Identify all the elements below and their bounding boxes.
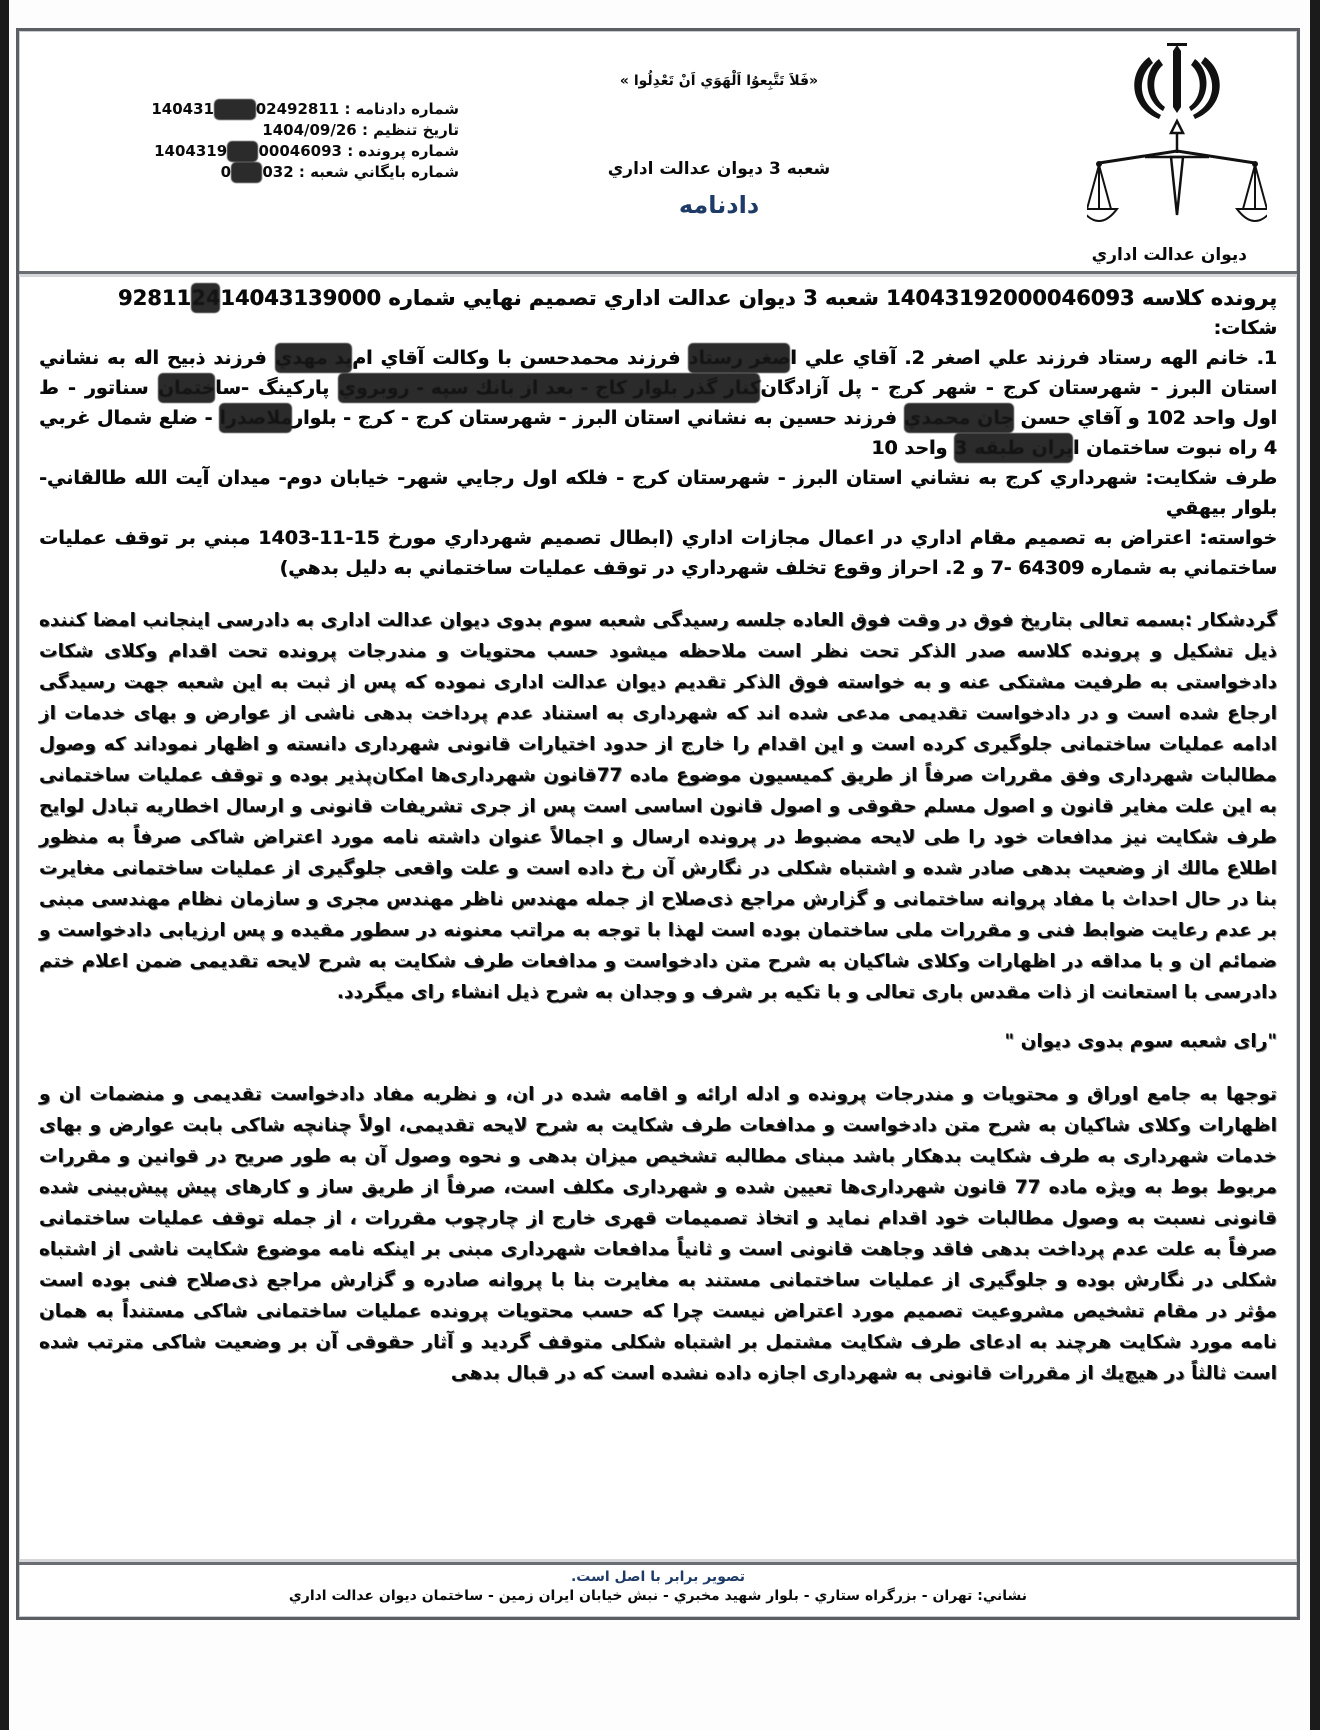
- meta-label: تاريخ تنظيم :: [361, 121, 459, 139]
- meta-label: شماره دادنامه :: [344, 100, 459, 118]
- complainants-text: 1. خانم الهه رستاد فرزند علي اصغر 2. آقاي علي اصغر رستاد فرزند محمدحسن با وكالت آقاي اميد مهدي فرزند ذبيح اله به نشاني استان البرز - شهرستان كرج - شهر كرج - پل آزادگانكنار گذر بلوار كاج - بعد از بانك سپه - روبروي پاركينگ -ساختمان سناتور - ط اول واحد 102 و آقاي حسن جان محمدي فرزند حسين به نشاني استان البرز - شهرستان كرج - كرج - بلوارملاصدرا - ضلع شمال غربي 4 راه نبوت ساختمان ايران طبقه 3 واحد 10: [39, 343, 1277, 463]
- meta-value: 1404/09/26: [262, 121, 357, 139]
- redaction: [231, 162, 262, 183]
- request-text: اعتراض به تصميم مقام اداري در اعمال مجازات اداري (ابطال تصميم شهرداري مورخ 15-11-1403 مبني بر توقف عمليات ساختماني به شماره 64309 -7 و 2. احراز وقوع تخلف شهرداري در توقف عمليات ساختماني به دليل بدهي): [39, 527, 1277, 579]
- iran-emblem-scales-of-justice-icon: [1087, 37, 1267, 237]
- ruling-title: "رای شعبه سوم بدوی دیوان ": [1004, 1031, 1277, 1052]
- document-frame: [16, 28, 1300, 1620]
- scan-edge-right: [1310, 0, 1320, 1730]
- meta-case-number: [119, 141, 459, 162]
- court-branch: شعبه 3 ديوان عدالت اداري: [607, 159, 831, 179]
- request: [39, 523, 1277, 583]
- redaction: ختمان: [158, 373, 216, 403]
- court-address: نشاني: تهران - بزرگراه ستاري - بلوار شهيد مخبري - نبش خيابان ايران زمين - ساختمان ديوان عدالت اداري: [288, 1588, 1028, 1604]
- redaction: صغر رستاد: [688, 343, 790, 373]
- redaction: 24: [191, 283, 220, 313]
- redaction: [214, 99, 256, 120]
- case-title: پرونده كلاسه 14043192000046093 شعبه 3 ديوان عدالت اداري تصميم نهايي شماره 140431390002492811: [39, 283, 1277, 313]
- redaction: كنار گذر بلوار كاج - بعد از بانك سپه - روبروي: [338, 373, 760, 403]
- meta-label: شماره پرونده :: [347, 142, 459, 160]
- document-meta: [119, 99, 459, 183]
- redaction: [227, 141, 258, 162]
- meta-issue-date: [119, 120, 459, 141]
- case-report: گردشكار :بسمه تعالی بتاریخ فوق در وقت فوق العاده جلسه رسیدگی شعبه سوم بدوی دیوان عدالت اداری به دادرسی اینجانب امضا كننده ذیل تشكیل و پرونده كلاسه صدر الذكر تحت نظر است ملاحظه میشود حسب محتویات و مندرجات پرونده تحت اقدام وكلای شكات دادخواستی به طرفیت مشتكی عنه و به خواسته فوق الذكر تقدیم دیوان عدالت اداری نموده كه پس از ثبت به این شعبه جهت رسیدگی ارجاع شده است و در دادخواست تقدیمی مدعی شده اند كه شهرداری به استناد عدم پرداخت بدهی ناشی از عوارض و بهای خدمات از ادامه عملیات ساختمانی جلوگیری كرده است و این اقدام را خارج از حدود اختیارات قانونی شهرداری دانسته و اظهار نموداند كه وصول مطالبات شهرداری وفق مقررات صرفاً از طریق كمیسیون موضوع ماده 77قانون شهرداری‌ها امكان‌پذیر بوده و توقف عملیات ساختمانی به این علت مغایر قانون و اصول مسلم حقوقی و اصول قانون اساسی است پس از جری تشریفات قانونی و ارسال اخطاریه تبادل لوایح طرف شكایت نیز مدافعات خود را طی لایحه مضبوط در پرونده ارسال و اجمالاً عنوان داشته نامه مورد اعتراض شاكی صرفاً به منظور اطلاع مالك از وضعیت بدهی صادر شده و اشتباه شكلی در نگارش آن رخ داده است و علت واقعی جلوگیری از عملیات ساختمانی مغایرت بنا در حال احداث با مفاد پروانه ساختمانی و گزارش مراجع ذی‌صلاح از جمله مهندس ناظر مهندس مجری و سازمان نظام مهندسی مبنی بر عدم رعایت ضوابط فنی و مقررات ملی ساختمان بوده است لهذا با توجه به مراتب معنونه در سطور مقیده و پس ارزیابی دادخواست و ضمائم ان و با مداقه در اظهارات وكلای شاكیان به شرح متن دادخواست و مدافعات طرف شكایت به شرح لایحه تقدیمی ضمن اعلام ختم دادرسی با استعانت از ذات مقدس باری تعالی و با تكیه بر شرف و وجدان به شرح ذیل انشاء رای میگردد.: [39, 610, 1277, 1003]
- scan-edge-left: [0, 0, 9, 1730]
- case-report-and-ruling: [39, 605, 1277, 1389]
- meta-verdict-number: [119, 99, 459, 120]
- defendant: [39, 463, 1277, 523]
- emblem-caption: ديوان عدالت اداري: [1091, 245, 1247, 265]
- quran-verse: «فَلاَ تَتَّبِعوُا اَلْهَوَي اَنْ تَعْدِلُوا »: [619, 73, 819, 89]
- complainants-label: شكات:: [1213, 317, 1277, 339]
- meta-archive-number: [119, 162, 459, 183]
- certified-copy-note: تصوير برابر با اصل است.: [570, 1569, 746, 1585]
- redaction: يد مهدي: [275, 343, 352, 373]
- meta-value: 1404319 00046093: [154, 142, 342, 160]
- redaction: يران طبقه 3: [954, 433, 1073, 463]
- document-body: [39, 283, 1277, 1389]
- defendant-text: شهرداري كرج به نشاني استان البرز - شهرستان كرج - فلكه اول رجايي شهر- خيابان دوم- ميدان آيت الله طالقاني- بلوار بيهقي: [39, 467, 1277, 519]
- meta-value: 0 032: [220, 163, 294, 181]
- document-type-title: دادنامه: [678, 191, 760, 219]
- document-header: [19, 31, 1297, 274]
- document-footer: [19, 1562, 1297, 1617]
- redaction: جان محمدي: [904, 403, 1014, 433]
- court-emblem: [1077, 37, 1277, 267]
- defendant-label: طرف شكايت:: [1145, 467, 1277, 489]
- meta-label: شماره بايگاني شعبه :: [298, 163, 459, 181]
- meta-value: 140431 02492811: [151, 100, 340, 118]
- request-label: خواسته:: [1199, 527, 1277, 549]
- ruling-text: توجها به جامع اوراق و محتویات و مندرجات پرونده و ادله ارائه و اقامه شده در ان، و نظربه مفاد دادخواست تقدیمی و منضمات ان و اظهارات وكلای شاكیان به شرح متن دادخواست و مدافعات طرف شكایت به شرح لایحه تقدیمی، اولاً چنانچه شاكی بابت عوارض و بهای خدمات شهرداری به طرف شكایت بدهكار باشد مبنای مطالبه تشخیص میزان بدهی و نحوه وصول آن به طور صریح در قوانین و مقررات مربوط بوط به ویژه ماده 77 قانون شهرداری‌ها تعیین شده و شهرداری مكلف است، صرفاً از طریق ساز و كارهای پیش پیش‌بینی شده قانونی نسبت به وصول مطالبات خود اقدام نماید و اتخاذ تصمیمات قهری خارج از چارچوب مقررات ، از جمله توقف عملیات ساختمانی صرفاً به علت عدم پرداخت بدهی فاقد وجاهت قانونی است و ثانیاً مدافعات شهرداری مبنی بر اینكه نامه موضوع شكایت ناشی از اشتباه شكلی در نگارش بوده و جلوگیری از عملیات ساختمانی مستند به مغایرت بنا با پروانه صادره و گزارش مراجع ذی‌صلاح فنی بوده است مؤثر در مقام تشخیص مشروعیت تصمیم مورد اعتراض نیست چرا كه حسب محتویات پرونده عملیات ساختمانی شاكی مستنداً به همان نامه مورد شكایت هرچند به ادعای طرف شكایت مشتمل بر اشتباه شكلی متوقف گردید و آثار حقوقی آن بر وضعیت شاكی مترتب شده است ثالثاً در هیچ‌یك از مقررات قانونی به شهرداری اجازه داده نشده است كه در قبال بدهی: [39, 1084, 1277, 1384]
- case-summary: [39, 283, 1277, 583]
- redaction: ملاصدرا: [219, 403, 292, 433]
